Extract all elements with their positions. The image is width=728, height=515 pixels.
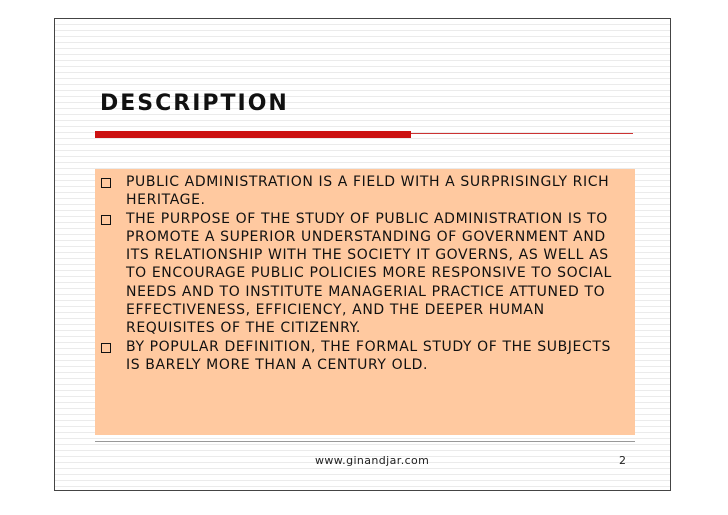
page-number: 2 [619,454,626,467]
slide-title: DESCRIPTION [100,91,289,116]
content-area [95,169,635,435]
title-underline-accent [95,131,411,138]
bullet-item [101,338,629,375]
square-bullet-icon [101,215,111,225]
footer-divider [95,441,635,442]
bullet-item [101,210,629,338]
slide [54,18,671,491]
bullet-list [101,173,629,374]
bullet-text: BY POPULAR DEFINITION, THE FORMAL STUDY OF THE SUBJECTS IS BARELY MORE THAN A CENTURY OLD. [126,338,611,373]
bullet-text: THE PURPOSE OF THE STUDY OF PUBLIC ADMINISTRATION IS TO PROMOTE A SUPERIOR UNDERSTANDING OF GOVERNMENT AND ITS RELATIONSHIP WITH THE SOCIETY IT GOVERNS, AS WELL AS TO ENCOURAGE PUBLIC POLICIES MORE RESPONSIVE TO SOCIAL NEEDS AND TO INSTITUTE MANAGERIAL PRACTICE ATTUNED TO EFFECTIVENESS, EFFICIENCY, AND THE DEEPER HUMAN REQUISITES OF THE CITIZENRY. [126,210,612,337]
bullet-text: PUBLIC ADMINISTRATION IS A FIELD WITH A SURPRISINGLY RICH HERITAGE. [126,174,610,209]
footer-url: www.ginandjar.com [315,454,430,467]
bullet-item [101,173,629,210]
square-bullet-icon [101,178,111,188]
square-bullet-icon [101,343,111,353]
title-underline-thin [411,133,633,134]
